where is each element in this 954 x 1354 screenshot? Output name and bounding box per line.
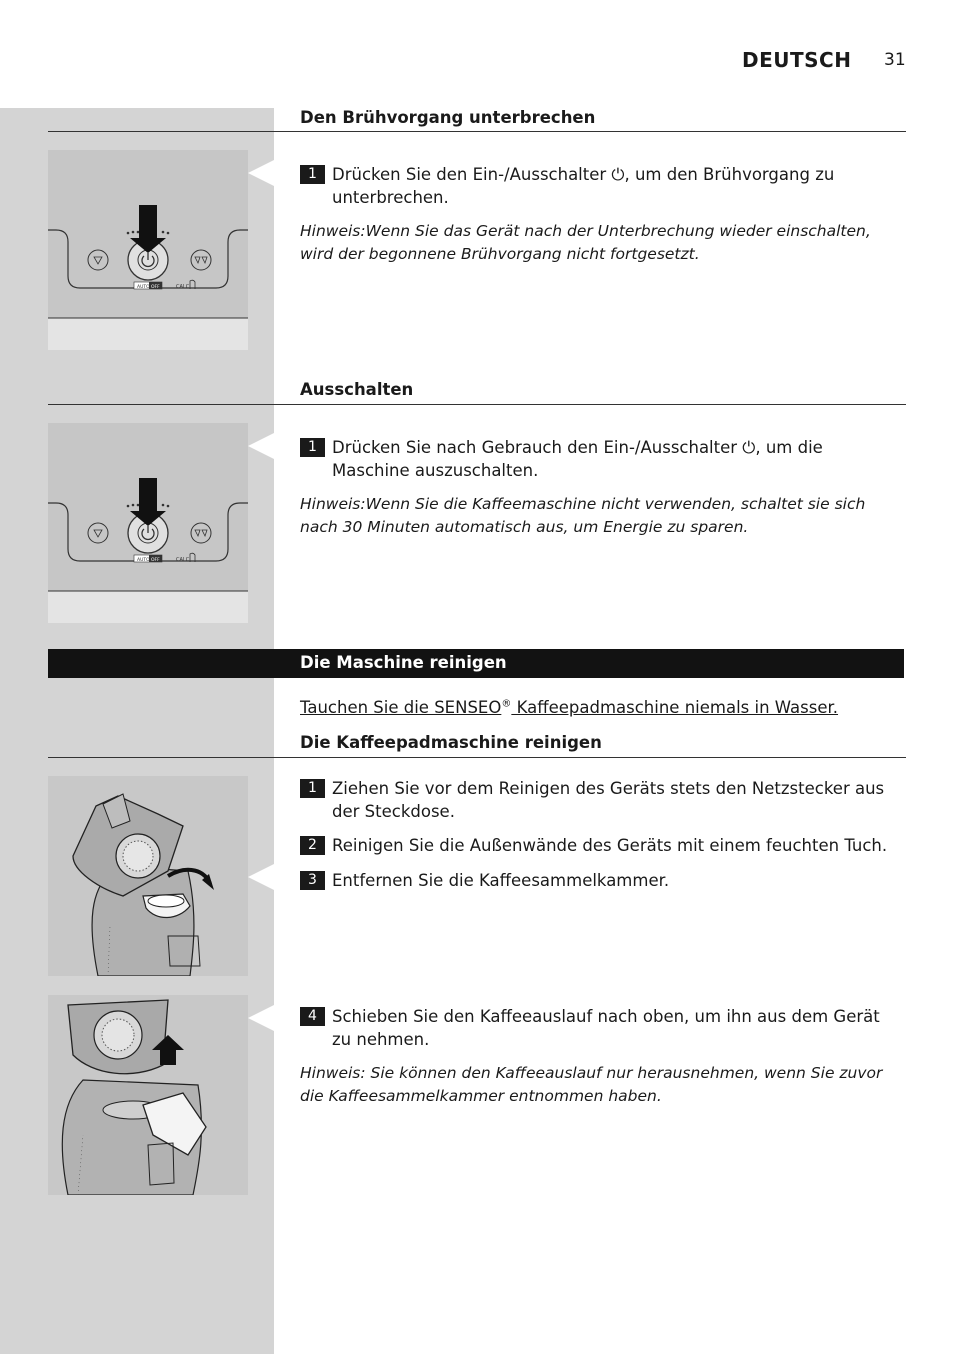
step-text: Schieben Sie den Kaffeeauslauf nach oben, um ihn aus dem Gerät zu nehmen. (332, 1007, 880, 1049)
drip-tray-removal-illustration (48, 776, 248, 976)
step-item (300, 869, 900, 892)
language-header: DEUTSCH (742, 48, 852, 72)
section-bar-cleaning (48, 649, 904, 678)
svg-text:AUTO: AUTO (137, 558, 150, 563)
svg-text:OFF: OFF (151, 558, 160, 563)
callout-pointer (248, 160, 274, 186)
divider (48, 404, 906, 405)
step-item (300, 834, 900, 857)
step-text: Ziehen Sie vor dem Reinigen des Geräts stets den Netzstecker aus der Steckdose. (332, 779, 885, 821)
step-text: Drücken Sie den Ein-/Ausschalter ⏻, um den Brühvorgang zu unterbrechen. (332, 165, 835, 207)
section-title-cleaning: Die Maschine reinigen (300, 653, 507, 672)
note-text: Hinweis:Wenn Sie das Gerät nach der Unterbrechung wieder einschalten, wird der begonnene Brühvorgang nicht fortgesetzt. (300, 222, 871, 263)
step-text: Reinigen Sie die Außenwände des Geräts mit einem feuchten Tuch. (332, 836, 888, 855)
step-item (300, 1005, 900, 1051)
control-panel-illustration (48, 150, 248, 350)
step-number: 4 (300, 1007, 325, 1026)
svg-text:CALC: CALC (176, 284, 190, 290)
warning-text: Tauchen Sie die SENSEO® Kaffeepadmaschine niemals in Wasser. (300, 698, 839, 717)
callout-pointer (248, 433, 274, 459)
svg-text:CALC: CALC (176, 557, 190, 563)
step-number: 2 (300, 836, 325, 855)
step-text: Drücken Sie nach Gebrauch den Ein-/Ausschalter ⏻, um die Maschine auszuschalten. (332, 438, 823, 480)
divider (48, 757, 906, 758)
page-number: 31 (884, 50, 906, 70)
control-panel-illustration (48, 423, 248, 623)
step-number: 1 (300, 779, 325, 798)
note-text: Hinweis: Sie können den Kaffeeauslauf nur herausnehmen, wenn Sie zuvor die Kaffeesammelkammer entnommen haben. (300, 1064, 883, 1105)
step-number: 1 (300, 438, 325, 457)
step-item (300, 163, 900, 209)
svg-text:OFF: OFF (151, 285, 160, 290)
section-title-clean-machine: Die Kaffeepadmaschine reinigen (300, 733, 602, 752)
section-title-interrupt: Den Brühvorgang unterbrechen (300, 108, 596, 127)
svg-text:AUTO: AUTO (137, 285, 150, 290)
callout-pointer (248, 864, 274, 890)
note-text: Hinweis:Wenn Sie die Kaffeemaschine nicht verwenden, schaltet sie sich nach 30 Minuten automatisch aus, um Energie zu sparen. (300, 495, 866, 536)
divider (48, 131, 906, 132)
step-text: Entfernen Sie die Kaffeesammelkammer. (332, 871, 670, 890)
spout-removal-illustration (48, 995, 248, 1195)
step-item (300, 436, 900, 482)
step-number: 1 (300, 165, 325, 184)
step-number: 3 (300, 871, 325, 890)
step-item (300, 777, 900, 823)
callout-pointer (248, 1005, 274, 1031)
section-title-switch-off: Ausschalten (300, 380, 414, 399)
